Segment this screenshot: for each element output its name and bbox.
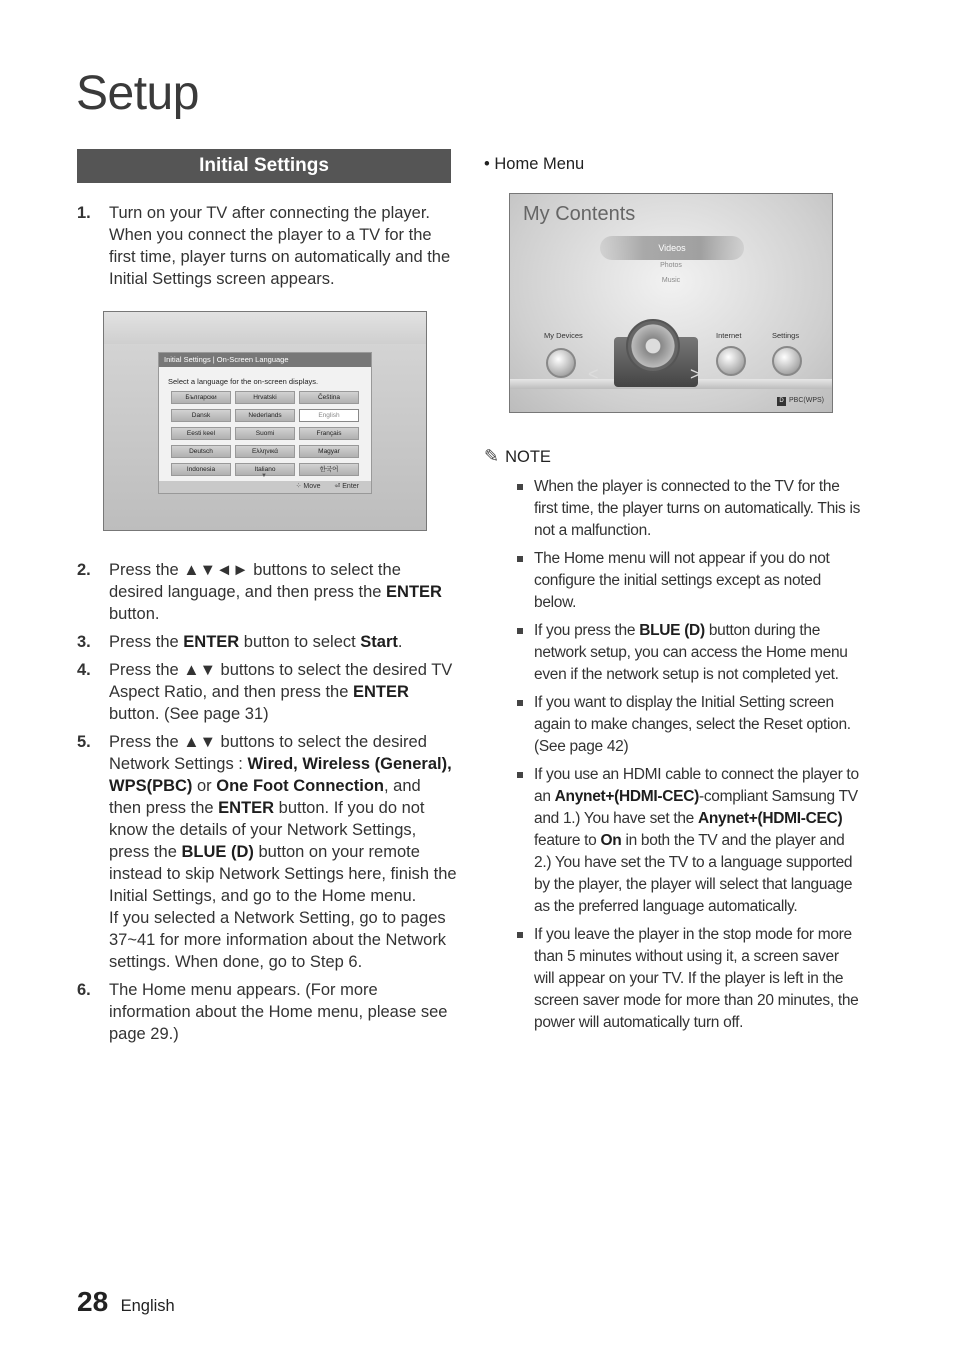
pencil-icon: ✎ [484,446,500,466]
right-arrow-icon: > [690,364,701,384]
settings-label: Settings [772,331,800,340]
step-text: Press the ▲▼ buttons to select the desired TV Aspect Ratio, and then press the ENTER button. (See page 31) [109,661,453,723]
language-option: Magyar [299,445,359,458]
step-item [77,631,457,653]
step-item [77,659,457,725]
dialog-footer [159,481,371,493]
home-menu-label: • Home Menu [484,155,585,173]
language-option: Italiano [235,463,295,476]
my-contents-box-icon [614,337,698,387]
page-footer [77,1286,175,1318]
section-title: Initial Settings [77,149,451,183]
language-option: 한국어 [299,463,359,476]
photos-item: Photos [660,262,682,269]
steps-list-top [77,202,457,296]
videos-item: Videos [600,236,744,260]
language-option: Български [171,391,231,404]
language-option: Eesti keel [171,427,231,440]
step-item [77,559,457,625]
step-item [77,731,457,973]
language-option: Français [299,427,359,440]
note-bullets [516,476,862,1040]
bullet-square-icon [517,700,523,706]
language-option: Suomi [235,427,295,440]
music-item: Music [661,277,681,284]
language-option: Ελληνικά [235,445,295,458]
language-option: Dansk [171,409,231,422]
step-item [77,202,457,290]
bullet-square-icon [517,484,523,490]
bullet-square-icon [517,556,523,562]
my-devices-label: My Devices [544,331,583,340]
step-item [77,979,457,1045]
note-text: If you press the BLUE (D) button during the network setup, you can access the Home menu even if the network setup is not completed yet. [534,622,848,683]
note-heading: ✎ NOTE [484,446,551,466]
note-bullet [516,548,862,614]
language-option: Hrvatski [235,391,295,404]
page-title: Setup [76,67,199,120]
globe-icon [716,346,746,376]
step-text: The Home menu appears. (For more information about the Home menu, please see page 29.) [109,981,448,1043]
note-text: If you leave the player in the stop mode for more than 5 minutes without using it, a screen saver will appear on your TV. If the player is left in the screen saver mode for more than 20 minutes, the power will automatically turn off. [534,926,859,1031]
note-bullet [516,476,862,542]
left-arrow-icon: < [588,364,599,384]
pbc-wps-hint: D PBC(WPS) [777,397,824,406]
disc-icon [546,348,576,378]
step-number: 5. [77,733,91,751]
page-number: 28 [77,1286,109,1317]
step-text: Press the ENTER button to select Start. [109,633,403,651]
note-bullet [516,764,862,918]
dialog-prompt: Select a language for the on-screen displays. [168,377,319,386]
step-number: 1. [77,204,91,222]
note-bullet [516,620,862,686]
step-number: 3. [77,633,91,651]
step-number: 2. [77,561,91,579]
language-dialog [158,352,372,494]
bullet-square-icon [517,628,523,634]
note-bullet [516,692,862,758]
steps-list-bottom [77,559,457,1051]
note-bullet [516,924,862,1034]
step-text: Press the ▲▼ buttons to select the desired Network Settings : Wired, Wireless (General), WPS(PBC) or One Foot Connection, and then press the ENTER button. If you do not know the details of your Network Settings, press the BLUE (D) button on your remote instead to skip Network Settings here, finish the Initial Settings, and go to the Home menu. If you selected a Network Setting, go to pages 37~41 for more information about the Network settings. When done, go to Step 6. [109,733,457,971]
step-text: Press the ▲▼◄► buttons to select the desired language, and then press the ENTER button. [109,561,442,623]
home-menu-screenshot [509,193,833,413]
dialog-header: Initial Settings | On-Screen Language [159,353,371,367]
move-hint: ⁘ Move [295,483,321,490]
scroll-down-icon: ▼ [261,473,267,479]
bullet-square-icon [517,772,523,778]
step-number: 4. [77,661,91,679]
step-number: 6. [77,981,91,999]
step-text: Turn on your TV after connecting the player. When you connect the player to a TV for the first time, player turns on automatically and the Initial Settings screen appears. [109,204,451,288]
initial-settings-screenshot [103,311,427,531]
language-grid [171,391,359,476]
note-text: The Home menu will not appear if you do not configure the initial settings except as noted below. [534,550,830,611]
footer-language: English [120,1297,175,1315]
language-option: English [299,409,359,422]
note-text: If you use an HDMI cable to connect the player to an Anynet+(HDMI-CEC)-compliant Samsung TV and 1.) You have set the Anynet+(HDMI-CEC) feature to On in both the TV and the player and 2.) You have set the TV to a language supported by the player, the player will select that language as the preferred language automatically. [534,766,859,915]
enter-hint: ⏎ Enter [334,483,359,490]
language-option: Indonesia [171,463,231,476]
language-option: Deutsch [171,445,231,458]
internet-label: Internet [716,331,742,340]
bullet-square-icon [517,932,523,938]
note-text: If you want to display the Initial Setting screen again to make changes, select the Reset option. (See page 42) [534,694,851,755]
note-text: When the player is connected to the TV for the first time, the player turns on automatically. This is not a malfunction. [534,478,861,539]
film-reel-icon [626,319,680,373]
my-contents-title: My Contents [523,203,636,225]
gear-icon [772,346,802,376]
language-option: Čeština [299,391,359,404]
language-option: Nederlands [235,409,295,422]
